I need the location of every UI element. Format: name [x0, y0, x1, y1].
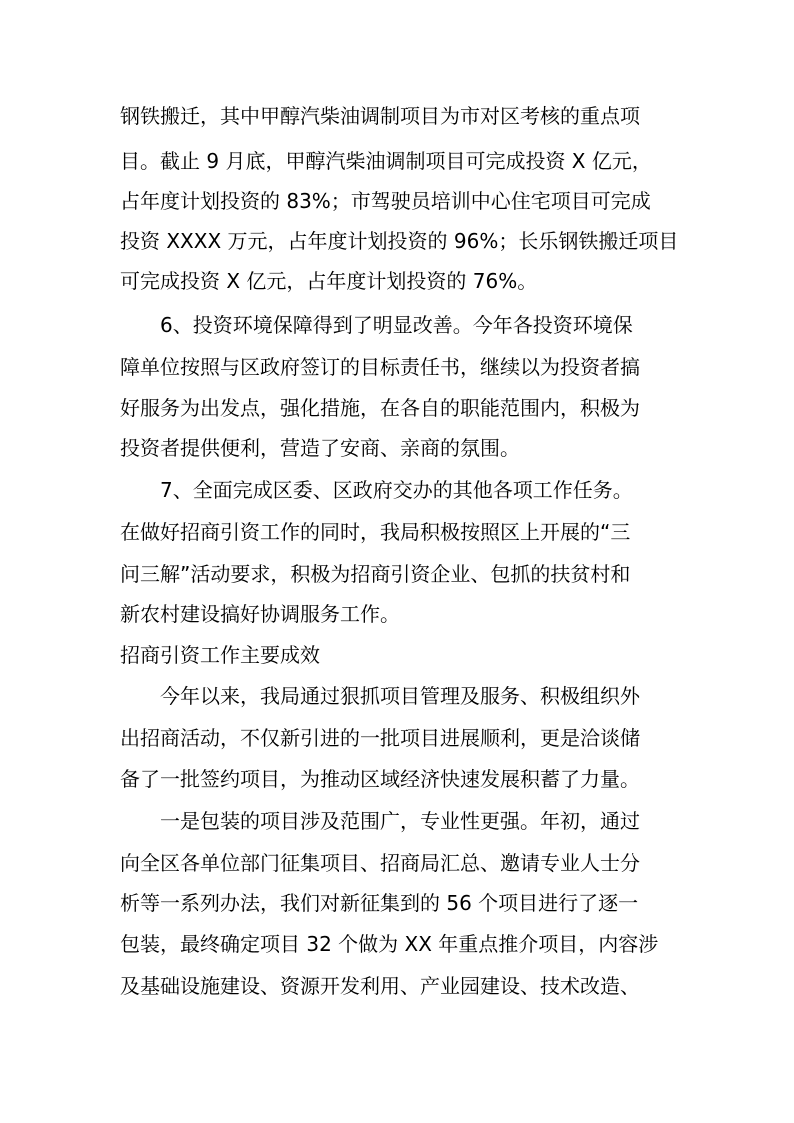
section-title: 招商引资工作主要成效	[120, 643, 320, 667]
text-line: 障单位按照与区政府签订的目标责任书，继续以为投资者搞	[120, 355, 640, 379]
paragraph-heading: 7、全面完成区委、区政府交办的其他各项工作任务。	[160, 478, 633, 502]
text-line: 投资 XXXX 万元，占年度计划投资的 96%；长乐钢铁搬迁项目	[120, 229, 679, 253]
text-line: 新农村建设搞好协调服务工作。	[120, 602, 400, 626]
text-line: 包装，最终确定项目 32 个做为 XX 年重点推介项目，内容涉	[120, 932, 659, 956]
text-line: 钢铁搬迁，其中甲醇汽柴油调制项目为市对区考核的重点项	[120, 104, 640, 128]
text-line: 占年度计划投资的 83%；市驾驶员培训中心住宅项目可完成	[120, 189, 651, 213]
text-line: 可完成投资 X 亿元，占年度计划投资的 76%。	[120, 269, 538, 293]
text-line: 向全区各单位部门征集项目、招商局汇总、邀请专业人士分	[120, 851, 640, 875]
text-line: 备了一批签约项目，为推动区域经济快速发展积蓄了力量。	[120, 767, 640, 791]
text-line: 出招商活动，不仅新引进的一批项目进展顺利，更是洽谈储	[120, 726, 640, 750]
text-line: 今年以来，我局通过狠抓项目管理及服务、积极组织外	[160, 684, 640, 708]
text-line: 析等一系列办法，我们对新征集到的 56 个项目进行了逐一	[120, 891, 639, 915]
text-line: 目。截止 9 月底，甲醇汽柴油调制项目可完成投资 X 亿元，	[120, 149, 652, 173]
text-line: 好服务为出发点，强化措施，在各自的职能范围内，积极为	[120, 396, 640, 420]
text-line: 问三解”活动要求，积极为招商引资企业、包抓的扶贫村和	[120, 562, 631, 586]
text-line: 及基础设施建设、资源开发利用、产业园建设、技术改造、	[120, 974, 640, 998]
paragraph-heading: 一是包装的项目涉及范围广，专业性更强。年初，通过	[160, 809, 640, 833]
text-line: 投资者提供便利，营造了安商、亲商的氛围。	[120, 436, 520, 460]
paragraph-heading: 6、投资环境保障得到了明显改善。今年各投资环境保	[160, 313, 633, 337]
text-line: 在做好招商引资工作的同时，我局积极按照区上开展的“三	[120, 520, 631, 544]
